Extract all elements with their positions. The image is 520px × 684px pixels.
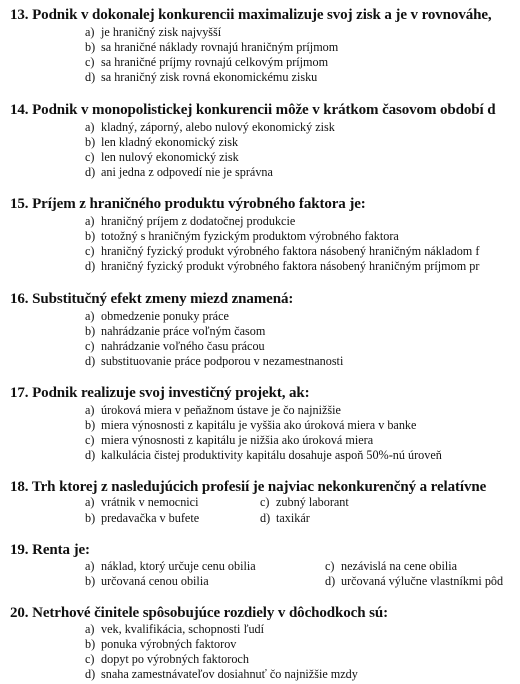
question-title: 20. Netrhové činitele spôsobujúce rozdiely v dôchodkoch sú: [10,605,388,621]
option-d: d) substituovanie práce podporou v nezamestnanosti [85,354,344,368]
option-a: a) úroková miera v peňažnom ústave je čo najnižšie [85,403,341,417]
option-a: a) vek, kvalifikácia, schopnosti ľudí [85,622,265,636]
question-title: 17. Podnik realizuje svoj investičný projekt, ak: [10,385,310,401]
option-d: d) sa hraničný zisk rovná ekonomickému zisku [85,70,318,84]
option-c: c) nezávislá na cene obilia [325,559,458,573]
option-c: c) len nulový ekonomický zisk [85,150,239,164]
option-b: b) len kladný ekonomický zisk [85,135,239,149]
option-d: d) ani jedna z odpovedí nie je správna [85,165,273,179]
option-c: c) nahrádzanie voľného času prácou [85,339,265,353]
option-a: a) náklad, ktorý určuje cenu obilia [85,559,256,573]
option-d: d) hraničný fyzický produkt výrobného faktora násobený hraničným príjmom pr [85,259,480,273]
option-d: d) určovaná výlučne vlastníkmi pôd [325,574,504,588]
option-b: b) nahrádzanie práce voľným časom [85,324,266,338]
question-title: 15. Príjem z hraničného produktu výrobného faktora je: [10,196,366,212]
option-b: b) predavačka v bufete [85,511,200,525]
question-title: 16. Substitučný efekt zmeny miezd znamená: [10,291,294,307]
option-b: b) určovaná cenou obilia [85,574,209,588]
question-title: 19. Renta je: [10,542,90,558]
option-a: a) je hraničný zisk najvyšší [85,25,222,39]
option-b: b) miera výnosnosti z kapitálu je vyššia ako úroková miera v banke [85,418,417,432]
option-d: d) kalkulácia čistej produktivity kapitálu dosahuje aspoň 50%-nú úroveň [85,448,442,462]
option-c: c) miera výnosnosti z kapitálu je nižšia ako úroková miera [85,433,374,447]
option-b: b) ponuka výrobných faktorov [85,637,237,651]
option-d: d) snaha zamestnávateľov dosiahnuť čo najnižšie mzdy [85,667,358,681]
option-c: c) zubný laborant [260,495,349,509]
question-title: 13. Podnik v dokonalej konkurencii maximalizuje svoj zisk a je v rovnováhe, [10,7,492,23]
option-b: b) sa hraničné náklady rovnajú hraničným príjmom [85,40,339,54]
option-a: a) hraničný príjem z dodatočnej produkcie [85,214,296,228]
option-a: a) kladný, záporný, alebo nulový ekonomický zisk [85,120,335,134]
option-c: c) hraničný fyzický produkt výrobného faktora násobený hraničným nákladom f [85,244,480,258]
option-c: c) sa hraničné príjmy rovnajú celkovým príjmom [85,55,329,69]
option-c: c) dopyt po výrobných faktoroch [85,652,249,666]
option-a: a) obmedzenie ponuky práce [85,309,229,323]
option-d: d) taxikár [260,511,310,525]
option-a: a) vrátnik v nemocnici [85,495,199,509]
question-title: 14. Podnik v monopolistickej konkurencii môže v krátkom časovom období d [10,102,496,118]
option-b: b) totožný s hraničným fyzickým produktom výrobného faktora [85,229,399,243]
question-title: 18. Trh ktorej z nasledujúcich profesií je najviac nekonkurenčný a relatívne [10,479,487,495]
